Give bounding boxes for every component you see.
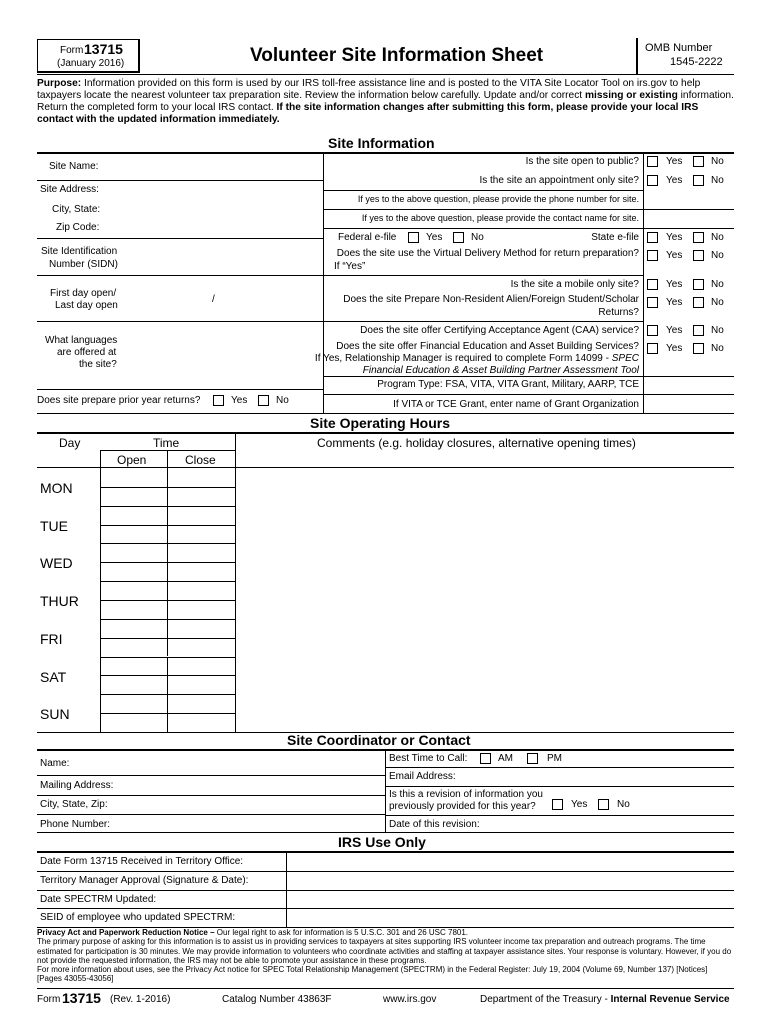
last-day-field[interactable]: [222, 285, 320, 309]
feab-no-checkbox[interactable]: [693, 343, 704, 354]
day-label: TUE: [40, 517, 68, 534]
site-address-field[interactable]: [105, 181, 322, 199]
privacy-line-1: Our legal right to ask for information is 5 U.S.C. 301 and 26 USC 7801.: [216, 928, 469, 937]
q-feab-assessment-tool: Financial Education & Asset Building Partner Assessment Tool: [362, 365, 639, 376]
site-info-center-divider: [323, 152, 324, 413]
appointment-no-checkbox[interactable]: [693, 175, 704, 186]
irs-use-heading: IRS Use Only: [338, 834, 426, 850]
hours-header-bottom-rule: [37, 467, 734, 468]
q-open-to-public: Is the site open to public?: [525, 156, 639, 167]
form-number: 13715: [84, 41, 123, 57]
revision-date-field[interactable]: [485, 816, 733, 831]
coordinator-bottom-rule: [37, 832, 734, 833]
irs-use-row-rule: [37, 908, 734, 909]
nra-no-checkbox[interactable]: [693, 297, 704, 308]
q-feab-services: Does the site offer Financial Education and Asset Building Services?: [336, 341, 639, 352]
irs-use-row-rule: [37, 890, 734, 891]
day-label: WED: [40, 555, 73, 572]
left-rule-5: [37, 389, 323, 390]
day-label: FRI: [40, 630, 63, 647]
footer-irs: Internal Revenue Service: [610, 994, 730, 1005]
vdm-if-yes-field[interactable]: [382, 260, 640, 273]
irs-use-label: Date Form 13715 Received in Territory Office:: [40, 856, 244, 867]
public-yes-label: Yes: [666, 156, 683, 167]
footer-form-label: Form: [37, 994, 61, 1005]
vdm-no-checkbox[interactable]: [693, 250, 704, 261]
footer-department: [480, 995, 730, 1005]
q-grant-organization: If VITA or TCE Grant, enter name of Grant Organization: [393, 399, 639, 410]
zip-code-field[interactable]: [105, 219, 322, 237]
irs-use-label: Territory Manager Approval (Signature & Date):: [40, 874, 249, 886]
site-info-bottom-rule: [37, 413, 734, 414]
irs-use-label: SEID of employee who updated SPECTRM:: [40, 912, 236, 924]
privacy-line-2: The primary purpose of asking for this information is to assist us in providing services to taxpayers at sites supporting IRS volunteer income tax preparation and outreach programs. The time estimated for participation is 30 minutes. We may provide information to volunteers who coordinate activities and staffing at taxpayer assistance sites. Your response is voluntary. However, if you do not provide the requested information, the IRS may not be able to promote your assistance in these programs.: [37, 937, 732, 965]
coord-mailing-label: Mailing Address:: [40, 780, 114, 791]
appointment-yes-label: Yes: [666, 175, 683, 186]
coord-mailing-field[interactable]: [122, 776, 384, 794]
prior-year-no-checkbox[interactable]: [258, 395, 269, 406]
time-header: Time: [153, 436, 180, 450]
revision-no-label: No: [617, 799, 630, 810]
state-efile-yes-checkbox[interactable]: [647, 232, 658, 243]
caa-no-label: No: [711, 325, 724, 336]
federal-efile-label: Federal e-file: [338, 232, 397, 243]
email-field[interactable]: [462, 768, 733, 785]
coord-phone-field[interactable]: [116, 815, 384, 831]
sidn-label-1: Site Identification: [41, 246, 118, 257]
footer-catalog: Catalog Number 43863F: [222, 994, 332, 1005]
coordinator-heading: Site Coordinator or Contact: [287, 732, 471, 748]
federal-efile-no-checkbox[interactable]: [453, 232, 464, 243]
purpose-label: Purpose:: [37, 78, 82, 89]
state-efile-no-checkbox[interactable]: [693, 232, 704, 243]
vdm-no-label: No: [711, 250, 724, 261]
vdm-yes-checkbox[interactable]: [647, 250, 658, 261]
revision-no-checkbox[interactable]: [598, 799, 609, 810]
purpose-text-2: information. Return the completed form to your local IRS contact.: [37, 90, 734, 113]
languages-label-2: are offered at: [57, 347, 117, 358]
first-day-field[interactable]: [125, 285, 205, 309]
state-efile-no-label: No: [711, 232, 724, 243]
mobile-yes-checkbox[interactable]: [647, 279, 658, 290]
public-yes-checkbox[interactable]: [647, 156, 658, 167]
hours-col-divider: [167, 619, 168, 657]
public-no-checkbox[interactable]: [693, 156, 704, 167]
appointment-yes-checkbox[interactable]: [647, 175, 658, 186]
prior-year-yes-label: Yes: [231, 395, 248, 406]
day-label: SAT: [40, 668, 67, 685]
hours-comments-field[interactable]: [236, 582, 733, 618]
prior-year-no-label: No: [276, 395, 289, 406]
q-program-type: Program Type: FSA, VITA, VITA Grant, Military, AARP, TCE: [377, 379, 639, 390]
q-feab-form-14099-text: If Yes, Relationship Manager is required to complete Form 14099 -: [314, 353, 609, 364]
mobile-yes-label: Yes: [666, 279, 683, 290]
coord-name-field[interactable]: [80, 751, 384, 774]
city-state-field[interactable]: [105, 200, 322, 218]
omb-number: 1545-2222: [670, 56, 723, 68]
feab-yes-checkbox[interactable]: [647, 343, 658, 354]
q-feab-form-14099: [315, 354, 639, 364]
privacy-label: Privacy Act and Paperwork Reduction Notice –: [37, 928, 215, 937]
irs-use-field[interactable]: [287, 852, 733, 870]
hours-comments-field[interactable]: [236, 658, 733, 694]
feab-yes-label: Yes: [666, 343, 683, 354]
revision-yes-label: Yes: [571, 799, 588, 810]
privacy-line-3: For more information about uses, see the Privacy Act notice for SPEC Total Relationship Management (SPECTRM) in the Federal Register: July 19, 2004 (Volume 69, Number 137) [Notices] [Pages 43055-43056]: [37, 965, 708, 984]
site-phone-field[interactable]: [644, 191, 734, 208]
hours-comments-field[interactable]: [236, 620, 733, 656]
state-efile-yes-label: Yes: [666, 232, 683, 243]
best-time-label: Best Time to Call:: [389, 753, 468, 764]
hours-col-divider: [167, 694, 168, 732]
federal-efile-yes-checkbox[interactable]: [408, 232, 419, 243]
email-label: Email Address:: [389, 771, 456, 782]
prior-year-yes-checkbox[interactable]: [213, 395, 224, 406]
state-efile-label: State e-file: [591, 232, 639, 243]
site-contact-field[interactable]: [644, 210, 734, 227]
program-type-field[interactable]: [644, 377, 734, 393]
languages-label-1: What languages: [45, 335, 118, 346]
coordinator-divider: [385, 749, 386, 832]
purpose-paragraph: [37, 78, 734, 126]
mobile-no-label: No: [711, 279, 724, 290]
form-title: Volunteer Site Information Sheet: [250, 45, 544, 66]
hours-col-divider: [167, 506, 168, 544]
q-virtual-delivery-if-yes: If “Yes”: [334, 261, 366, 272]
q-appointment-only: Is the site an appointment only site?: [479, 175, 639, 186]
right-rule-1: [323, 190, 643, 191]
q-mobile-only: Is the site a mobile only site?: [510, 279, 639, 290]
purpose-text-1: Information provided on this form is used by our IRS toll-free assistance line and is posted to the VITA Site Locator Tool on irs.gov to help taxpayers locate the nearest volunteer tax preparation site. Review the information below carefully. Update and/or correct: [37, 78, 701, 101]
site-name-field[interactable]: [110, 153, 322, 179]
omb-label: OMB Number: [645, 42, 713, 54]
federal-efile-no-label: No: [471, 232, 484, 243]
day-label: SUN: [40, 706, 70, 723]
revision-question-2: previously provided for this year?: [389, 801, 536, 812]
privacy-notice: [37, 928, 734, 984]
revision-question-1: Is this a revision of information you: [389, 789, 543, 800]
irs-use-row-rule: [37, 871, 734, 872]
best-time-pm-checkbox[interactable]: [527, 753, 538, 764]
day-label: MON: [40, 480, 73, 496]
sidn-field[interactable]: [125, 239, 322, 274]
best-time-am-checkbox[interactable]: [480, 753, 491, 764]
revision-yes-checkbox[interactable]: [552, 799, 563, 810]
time-header-divider: [167, 450, 168, 467]
form-date: (January 2016): [57, 58, 125, 69]
feab-no-label: No: [711, 343, 724, 354]
right-rule-3: [323, 228, 734, 229]
header-bottom-rule: [37, 74, 734, 75]
best-time-pm-label: PM: [547, 753, 562, 764]
hours-comments-field[interactable]: [236, 695, 733, 731]
purpose-bold-2: If the site information changes after submitting this form, please provide your local IRS contact with the updated information immediately.: [37, 102, 699, 125]
day-header: Day: [59, 436, 81, 450]
languages-label-3: the site?: [79, 359, 117, 370]
nra-no-label: No: [711, 297, 724, 308]
close-header: Close: [185, 453, 216, 467]
irs-use-field[interactable]: [287, 871, 733, 889]
caa-no-checkbox[interactable]: [693, 325, 704, 336]
hours-col-divider: [167, 657, 168, 695]
left-rule-3: [37, 275, 323, 276]
open-header: Open: [117, 453, 147, 467]
footer-revision: (Rev. 1-2016): [110, 994, 171, 1005]
site-information-heading: Site Information: [328, 135, 435, 151]
site-address-label: Site Address:: [40, 184, 99, 195]
form-label: Form: [60, 45, 84, 56]
footer-rule: [37, 988, 734, 989]
nra-yes-checkbox[interactable]: [647, 297, 658, 308]
operating-hours-heading: Site Operating Hours: [310, 415, 451, 431]
q-feab-spec: SPEC: [611, 353, 639, 364]
day-label: THUR: [40, 593, 79, 610]
city-state-label: City, State:: [52, 204, 101, 215]
purpose-bold-1: missing or existing: [584, 90, 678, 101]
first-day-label-1: First day open/: [50, 288, 117, 299]
q-virtual-delivery: Does the site use the Virtual Delivery Method for return preparation?: [336, 248, 639, 259]
appointment-no-label: No: [711, 175, 724, 186]
vdm-yes-label: Yes: [666, 250, 683, 261]
comments-header: Comments (e.g. holiday closures, alternative opening times): [317, 436, 636, 450]
hours-top-rule: [37, 432, 734, 434]
hours-comments-field[interactable]: [236, 469, 733, 505]
q-caa-service: Does the site offer Certifying Acceptance Agent (CAA) service?: [360, 325, 639, 336]
federal-efile-yes-label: Yes: [426, 232, 443, 243]
prior-year-label: Does site prepare prior year returns?: [37, 395, 201, 406]
hours-comments-field[interactable]: [236, 544, 733, 580]
hours-col-divider: [167, 543, 168, 581]
mobile-no-checkbox[interactable]: [693, 279, 704, 290]
coord-phone-label: Phone Number:: [40, 819, 111, 830]
irs-use-label: Date SPECTRM Updated:: [40, 893, 157, 905]
coord-name-label: Name:: [40, 758, 70, 769]
q-contact-name: If yes to the above question, please provide the contact name for site.: [361, 213, 639, 223]
coord-city-label: City, State, Zip:: [40, 799, 108, 810]
sidn-label-2: Number (SIDN): [49, 259, 118, 270]
header-divider: [636, 38, 638, 74]
first-day-label-2: Last day open: [55, 300, 118, 311]
footer-form-number: 13715: [62, 990, 101, 1006]
hours-col-divider: [167, 468, 168, 506]
date-slash: /: [212, 294, 215, 305]
nra-yes-label: Yes: [666, 297, 683, 308]
hours-col-divider: [167, 581, 168, 619]
caa-yes-label: Yes: [666, 325, 683, 336]
footer-website: www.irs.gov: [383, 994, 437, 1005]
irs-use-field[interactable]: [287, 890, 733, 908]
right-rule-5: [323, 321, 643, 322]
caa-yes-checkbox[interactable]: [647, 325, 658, 336]
revision-date-label: Date of this revision:: [389, 819, 480, 830]
coord-city-field[interactable]: [118, 796, 384, 813]
footer-dept-text: Department of the Treasury -: [480, 994, 608, 1005]
coord-right-rule-2: [385, 786, 734, 787]
q-nonresident-alien-2: Returns?: [598, 307, 639, 318]
q-nonresident-alien: Does the site Prepare Non-Resident Alien/Foreign Student/Scholar: [343, 294, 639, 305]
irs-use-field[interactable]: [287, 908, 733, 926]
zip-code-label: Zip Code:: [56, 222, 100, 233]
q-phone-number: If yes to the above question, please provide the phone number for site.: [357, 194, 639, 204]
public-no-label: No: [711, 156, 724, 167]
grant-organization-field[interactable]: [644, 395, 734, 412]
site-name-label: Site Name:: [49, 161, 99, 172]
hours-comments-field[interactable]: [236, 507, 733, 543]
best-time-am-label: AM: [498, 753, 513, 764]
right-rule-4: [323, 275, 643, 276]
languages-field[interactable]: [125, 322, 322, 388]
